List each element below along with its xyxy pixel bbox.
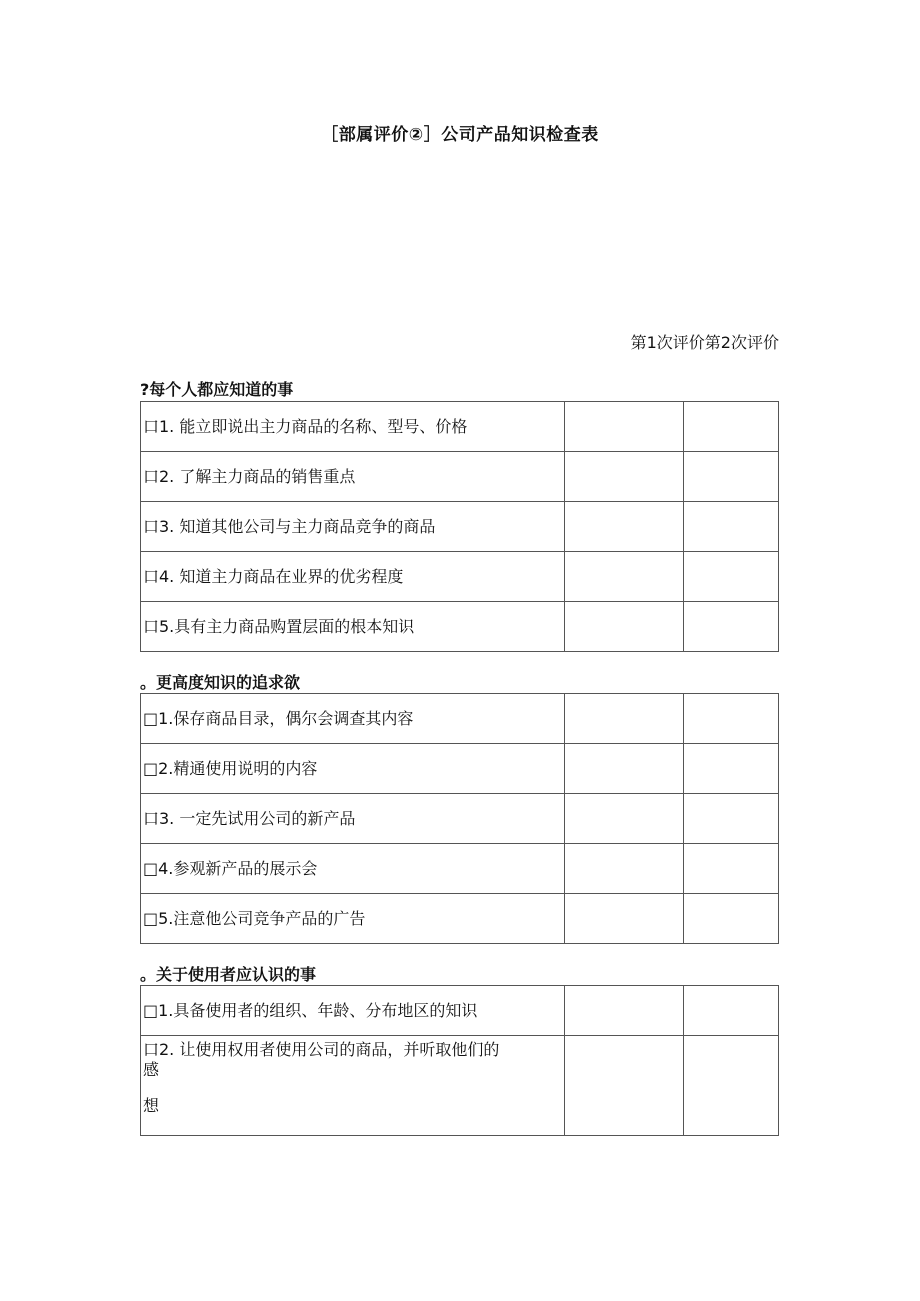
second-evaluation-cell[interactable] [684,844,779,894]
second-evaluation-cell[interactable] [684,502,779,552]
table-row [141,452,779,502]
table-row [141,844,779,894]
first-evaluation-cell[interactable] [565,602,684,652]
checklist-table-advanced-knowledge [140,693,779,944]
table-row [141,794,779,844]
first-evaluation-cell[interactable] [565,502,684,552]
first-evaluation-cell[interactable] [565,402,684,452]
checklist-item: 口1. 能立即说出主力商品的名称、型号、价格 [141,402,565,452]
first-evaluation-cell[interactable] [565,694,684,744]
section-title-user-knowledge: 。关于使用者应认识的事 [140,965,317,984]
second-evaluation-cell[interactable] [684,694,779,744]
checklist-item: 口3. 一定先试用公司的新产品 [141,794,565,844]
table-row [141,552,779,602]
first-evaluation-cell[interactable] [565,552,684,602]
first-evaluation-cell[interactable] [565,894,684,944]
checklist-item: □4.参观新产品的展示会 [141,844,565,894]
checklist-item: □5.注意他公司竞争产品的广告 [141,894,565,944]
first-evaluation-cell[interactable] [565,744,684,794]
first-evaluation-cell[interactable] [565,986,684,1036]
checklist-item: □1.具备使用者的组织、年龄、分布地区的知识 [141,986,565,1036]
second-evaluation-cell[interactable] [684,986,779,1036]
second-evaluation-cell[interactable] [684,552,779,602]
first-evaluation-cell[interactable] [565,844,684,894]
table-row [141,402,779,452]
checklist-item-line: 感 [143,1060,160,1079]
checklist-table-user-knowledge [140,985,779,1136]
checklist-item: 口3. 知道其他公司与主力商品竞争的商品 [141,502,565,552]
second-evaluation-cell[interactable] [684,602,779,652]
checklist-item: □1.保存商品目录，偶尔会调查其内容 [141,694,565,744]
first-evaluation-cell[interactable] [565,1036,684,1136]
table-row [141,986,779,1036]
checklist-item-line: 口2. 让使用权用者使用公司的商品，并听取他们的 [143,1040,500,1059]
table-row [141,894,779,944]
checklist-item: 口5.具有主力商品购置层面的根本知识 [141,602,565,652]
checklist-item [141,1036,565,1136]
first-evaluation-cell[interactable] [565,794,684,844]
second-evaluation-cell[interactable] [684,744,779,794]
second-evaluation-cell[interactable] [684,452,779,502]
section-title-basic-knowledge: ?每个人都应知道的事 [140,380,294,399]
table-row [141,602,779,652]
checklist-item: □2.精通使用说明的内容 [141,744,565,794]
first-evaluation-cell[interactable] [565,452,684,502]
second-evaluation-cell[interactable] [684,402,779,452]
second-evaluation-cell[interactable] [684,1036,779,1136]
evaluation-column-header: 第1次评价第2次评价 [630,333,779,352]
line-spacer [143,1080,564,1096]
table-row [141,502,779,552]
document-title: ［部属评价②］公司产品知识检查表 [321,125,599,145]
checklist-item-line: 想 [143,1096,160,1115]
checklist-item: 口2. 了解主力商品的销售重点 [141,452,565,502]
table-row [141,694,779,744]
checklist-table-basic-knowledge [140,401,779,652]
table-row [141,744,779,794]
table-row [141,1036,779,1136]
second-evaluation-cell[interactable] [684,894,779,944]
section-title-advanced-knowledge: 。更高度知识的追求欲 [140,673,301,692]
second-evaluation-cell[interactable] [684,794,779,844]
checklist-item: 口4. 知道主力商品在业界的优劣程度 [141,552,565,602]
